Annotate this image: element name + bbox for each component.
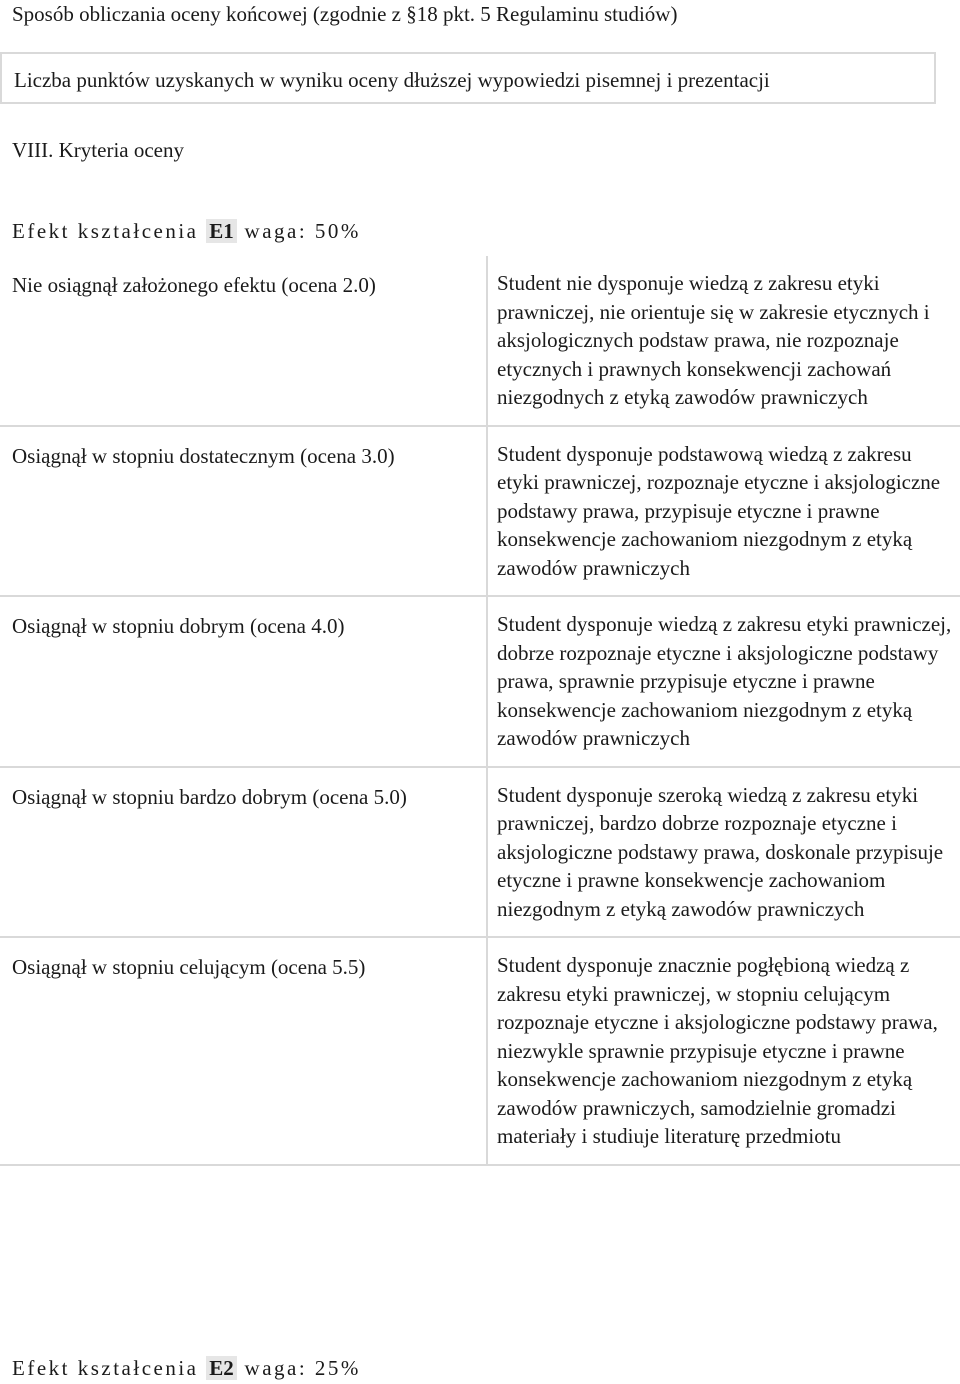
description-cell: Student dysponuje podstawową wiedzą z zakresu etyki prawniczej, rozpoznaje etyczne i aksjologiczne podstawy prawa, przypisuje etyczne i prawne konsekwencje zachowaniom niezgodnym z etyką zawodów prawniczych bbox=[487, 426, 960, 597]
grade-cell: Nie osiągnął założonego efektu (ocena 2.0) bbox=[0, 256, 487, 426]
effect-weight: waga: 25% bbox=[244, 1356, 361, 1380]
effect-code: E1 bbox=[206, 219, 237, 243]
criteria-table bbox=[0, 256, 960, 1166]
effect-label: Efekt kształcenia bbox=[12, 1356, 199, 1380]
description-cell: Student dysponuje wiedzą z zakresu etyki prawniczej, dobrze rozpoznaje etyczne i aksjologiczne podstawy prawa, sprawnie przypisuje etyczne i prawne konsekwencje zachowaniom niezgodnym z etyką zawodów prawniczych bbox=[487, 596, 960, 767]
section-title: VIII. Kryteria oceny bbox=[12, 138, 184, 162]
criteria-row bbox=[0, 426, 960, 597]
criteria-row bbox=[0, 937, 960, 1165]
description-cell: Student dysponuje znacznie pogłębioną wiedzą z zakresu etyki prawniczej, w stopniu celującym rozpoznaje etyczne i aksjologiczne podstawy prawa, niezwykle sprawnie przypisuje etyczne i prawne konsekwencje zachowaniom niezgodnym z etyką zawodów prawniczych, samodzielnie gromadzi materiały i studiuje literaturę przedmiotu bbox=[487, 937, 960, 1165]
criteria-row bbox=[0, 256, 960, 426]
criteria-row bbox=[0, 596, 960, 767]
learning-effect-e2-heading bbox=[12, 1354, 361, 1382]
description-cell: Student dysponuje szeroką wiedzą z zakresu etyki prawniczej, bardzo dobrze rozpoznaje etyczne i aksjologiczne podstawy prawa, doskonale przypisuje etyczne i prawne konsekwencje zachowaniom niezgodnym z etyką zawodów prawniczych bbox=[487, 767, 960, 938]
criteria-row bbox=[0, 767, 960, 938]
description-cell: Student nie dysponuje wiedzą z zakresu etyki prawniczej, nie orientuje się w zakresie etycznych i aksjologicznych podstaw prawa, nie rozpoznaje etycznych i prawnych konsekwencji zachowań niezgodnych z etyką zawodów prawniczych bbox=[487, 256, 960, 426]
grade-cell: Osiągnął w stopniu bardzo dobrym (ocena 5.0) bbox=[0, 767, 487, 938]
points-box bbox=[0, 52, 936, 104]
grading-method-text: Sposób obliczania oceny końcowej (zgodnie z §18 pkt. 5 Regulaminu studiów) bbox=[12, 2, 678, 26]
grade-cell: Osiągnął w stopniu dobrym (ocena 4.0) bbox=[0, 596, 487, 767]
effect-code: E2 bbox=[206, 1356, 237, 1380]
points-description: Liczba punktów uzyskanych w wyniku oceny dłuższej wypowiedzi pisemnej i prezentacji bbox=[14, 68, 770, 92]
effect-label: Efekt kształcenia bbox=[12, 219, 199, 243]
effect-weight: waga: 50% bbox=[244, 219, 361, 243]
learning-effect-e1-heading bbox=[12, 217, 361, 245]
grade-cell: Osiągnął w stopniu dostatecznym (ocena 3.0) bbox=[0, 426, 487, 597]
grade-cell: Osiągnął w stopniu celującym (ocena 5.5) bbox=[0, 937, 487, 1165]
